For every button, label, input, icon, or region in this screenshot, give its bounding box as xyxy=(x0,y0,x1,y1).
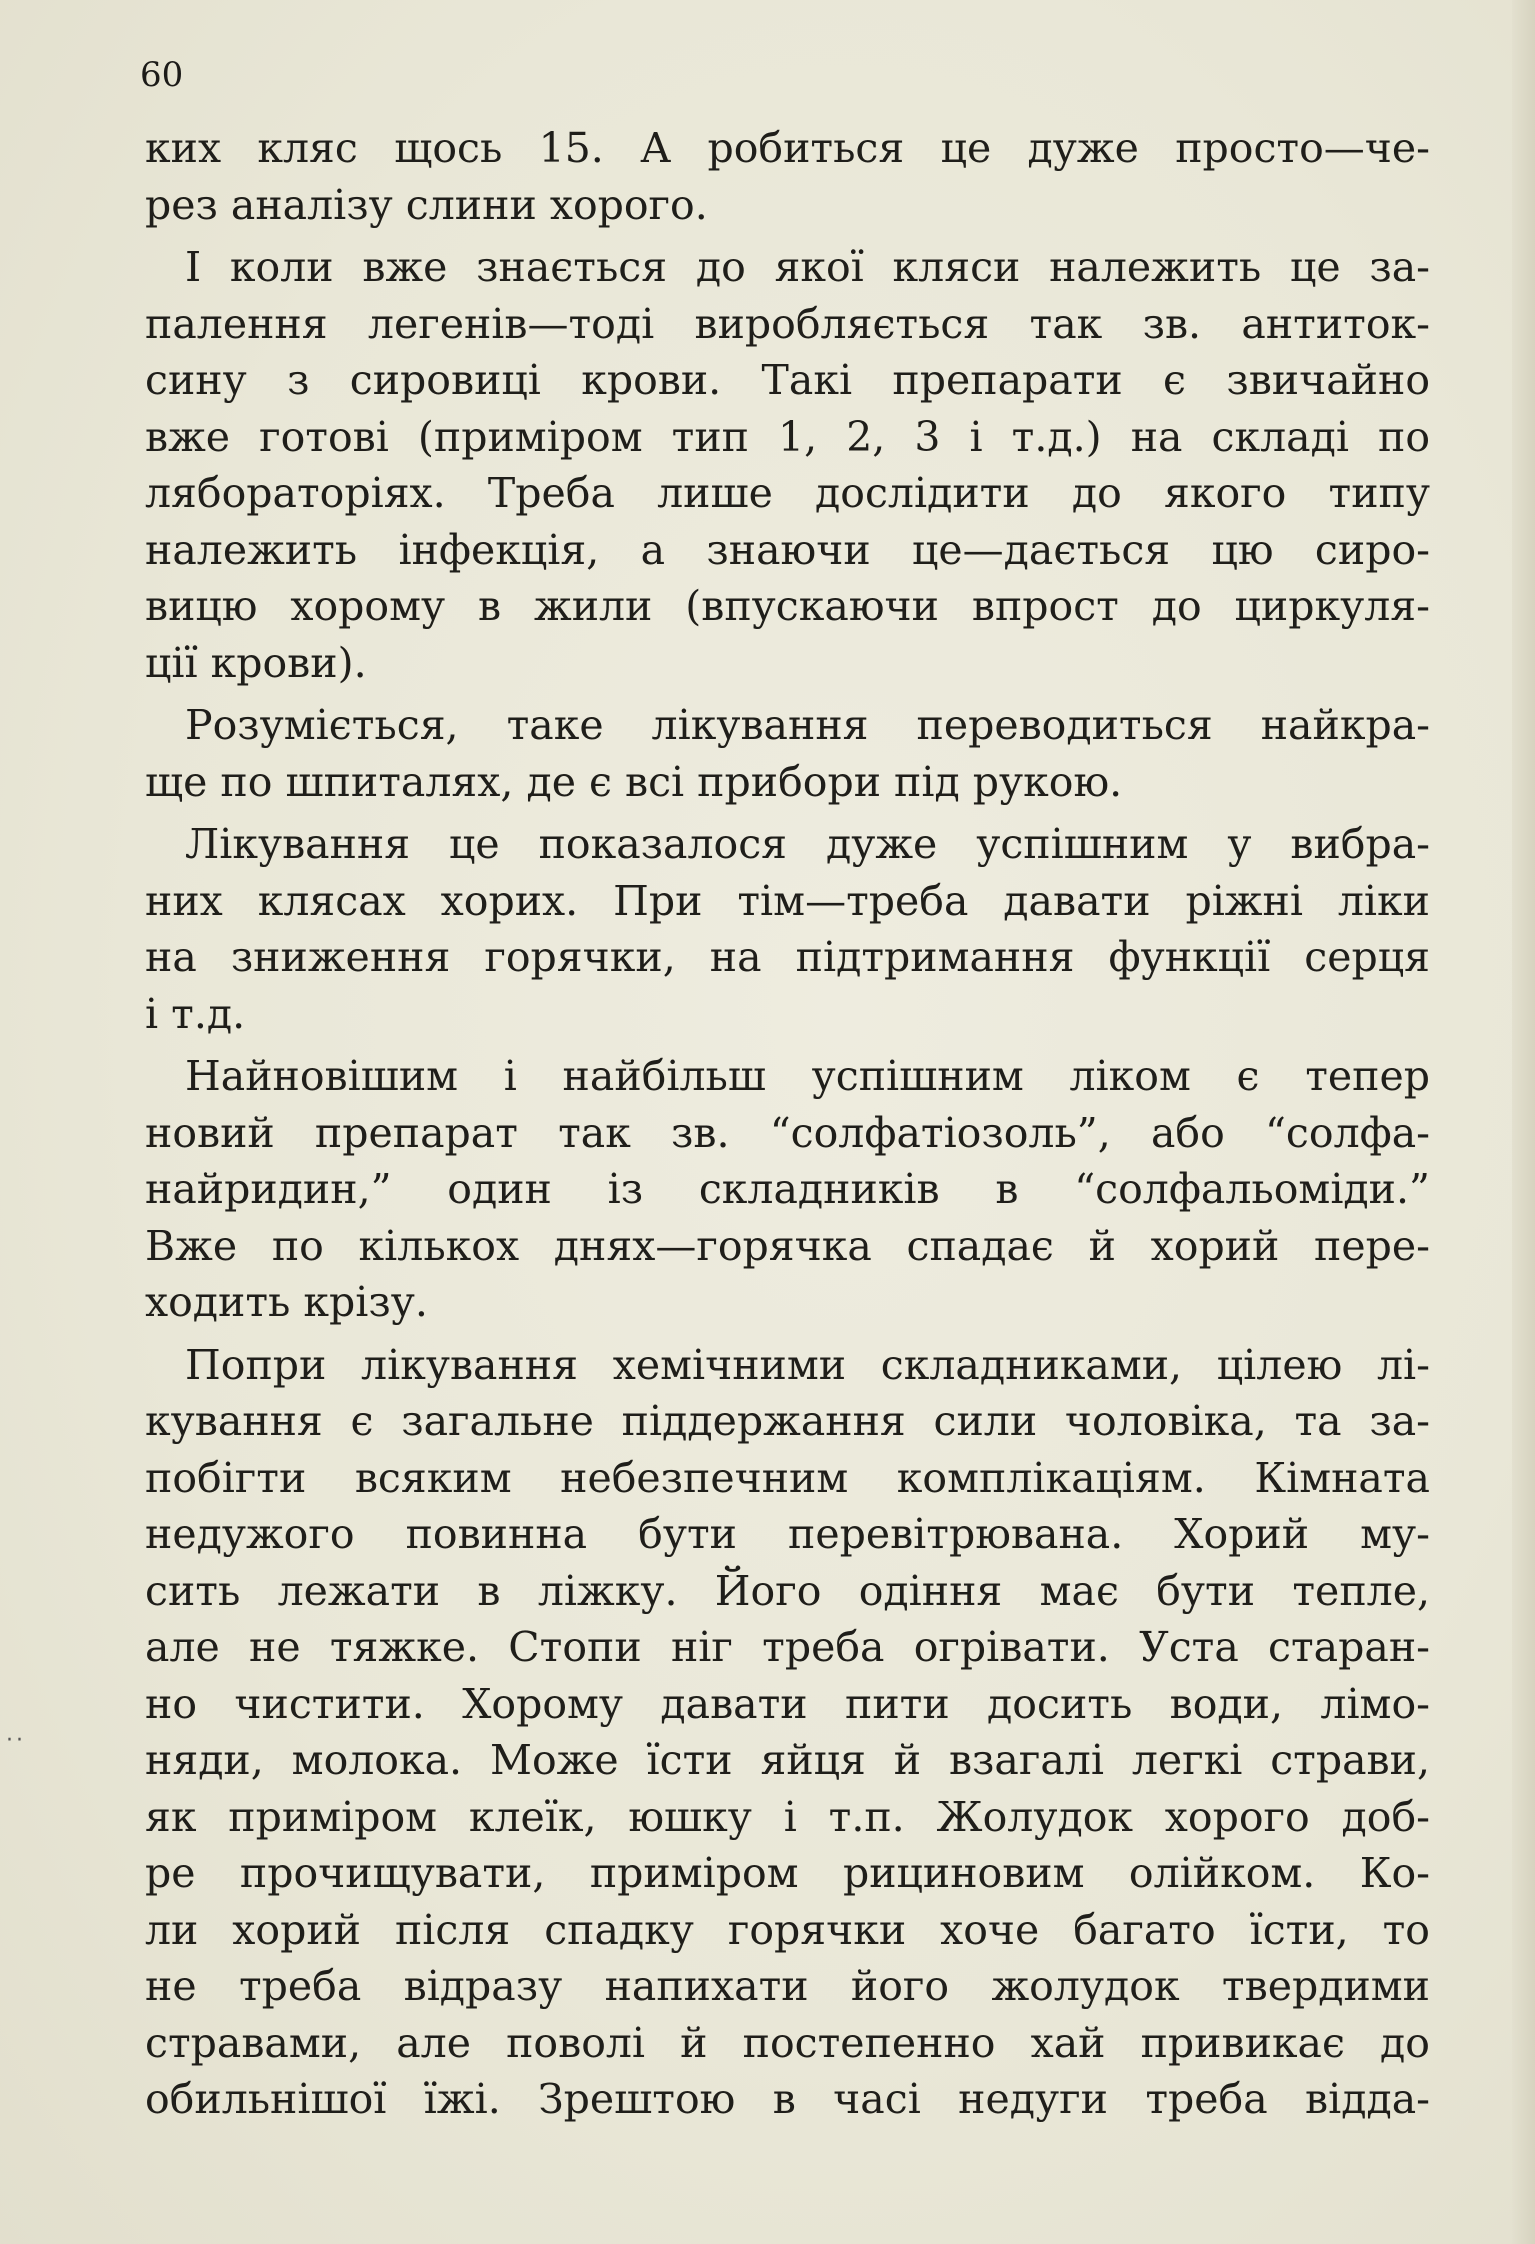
body-text xyxy=(145,120,1430,2128)
text-line: вже готові (приміром тип 1, 2, 3 і т.д.) на складі по xyxy=(145,412,1430,461)
text-line: вицю хорому в жили (впускаючи впрост до циркуля- xyxy=(145,582,1430,630)
text-line: ре прочищувати, приміром рициновим олійком. Ко- xyxy=(145,1849,1430,1897)
text-line: сину з сировиці крови. Такі препарати є звичайно xyxy=(145,356,1430,404)
text-line: побігти всяким небезпечним комплікаціям. Кімната xyxy=(145,1453,1430,1502)
text-line: на зниження горячки, на підтримання функції серця xyxy=(145,933,1430,981)
text-line: ких кляс щось 15. А робиться це дуже просто—че- xyxy=(145,124,1430,172)
text-line: ще по шпиталях, де є всі прибори під рукою. xyxy=(145,757,1123,806)
text-line: ли хорий після спадку горячки хоче багато їсти, то xyxy=(145,1905,1430,1954)
text-line: Попри лікування хемічними складниками, цілею лі- xyxy=(185,1340,1430,1389)
text-line: кування є загальне піддержання сили чоловіка, та за- xyxy=(145,1397,1430,1445)
text-line: ції крови). xyxy=(145,638,367,687)
text-line: І коли вже знається до якої кляси належить це за- xyxy=(185,243,1430,291)
text-line: Розуміється, таке лікування переводиться найкра- xyxy=(185,701,1430,749)
text-line: лябораторіях. Треба лише дослідити до якого типу xyxy=(145,469,1430,517)
page-number: 60 xyxy=(140,55,184,95)
text-line: Найновішим і найбільш успішним ліком є тепер xyxy=(185,1052,1430,1100)
page-edge xyxy=(1512,0,1535,2244)
text-line: них клясах хорих. При тім—треба давати ріжні ліки xyxy=(145,876,1430,925)
text-line: Лікування це показалося дуже успішним у вибра- xyxy=(185,820,1430,868)
text-line: як приміром клеїк, юшку і т.п. Жолудок хорого доб- xyxy=(145,1792,1430,1841)
text-line: не треба відразу напихати його жолудок твердими xyxy=(145,1962,1430,2010)
text-line: належить інфекція, а знаючи це—дається цю сиро- xyxy=(145,525,1430,574)
text-line: няди, молока. Може їсти яйця й взагалі легкі страви, xyxy=(145,1736,1430,1784)
text-line: найридин,” один із складників в “солфальоміди.” xyxy=(145,1165,1430,1213)
text-line: недужого повинна бути перевітрювана. Хорий му- xyxy=(145,1510,1430,1558)
text-line: ходить крізу. xyxy=(145,1278,428,1326)
text-line: але не тяжке. Стопи ніг треба огрівати. Уста старан- xyxy=(145,1623,1430,1671)
text-line: сить лежати в ліжку. Його одіння має бути тепле, xyxy=(145,1566,1430,1615)
text-line: і т.д. xyxy=(145,989,246,1038)
margin-mark: ·· xyxy=(6,1728,26,1753)
text-line: стравами, але поволі й постепенно хай привикає до xyxy=(145,2018,1430,2067)
text-line: палення легенів—тоді виробляється так зв. антиток- xyxy=(145,299,1430,348)
text-line: обильнішої їжі. Зрештою в часі недуги треба відда- xyxy=(145,2075,1430,2123)
text-line: новий препарат так зв. “солфатіозоль”, або “солфа- xyxy=(145,1108,1430,1157)
text-line: но чистити. Хорому давати пити досить води, лімо- xyxy=(145,1679,1430,1728)
text-line: Вже по кількох днях—горячка спадає й хорий пере- xyxy=(145,1221,1430,1270)
text-line: рез аналізу слини хорого. xyxy=(145,180,708,229)
